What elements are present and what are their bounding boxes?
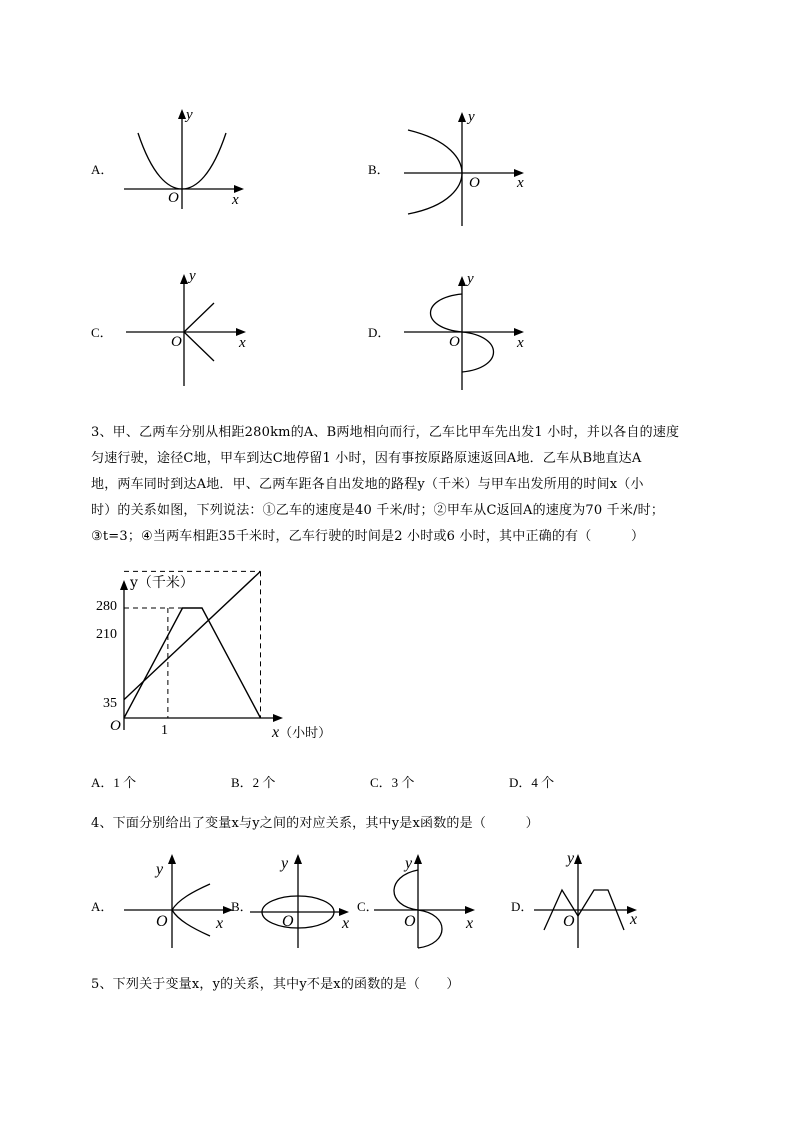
q3-xtick-1: 1 [161, 723, 168, 738]
q4-b-origin: O [282, 913, 294, 930]
q4-a-x-label: x [216, 915, 224, 932]
q4-option-a-letter[interactable]: A． [91, 899, 114, 914]
q3-choice-b[interactable]: B．2 个 [231, 775, 276, 790]
q3-x-axis-arrow [273, 714, 283, 722]
q3-x-var: x [272, 724, 280, 741]
q2-c-x-label: x [239, 335, 246, 351]
q2-b-origin: O [469, 175, 480, 191]
q2-b-y-label: y [468, 109, 475, 125]
q2-graph-c [122, 270, 252, 388]
q4-option-d-letter[interactable]: D． [511, 899, 534, 914]
q4-graph-c [372, 852, 484, 952]
q2-graph-b [400, 108, 530, 228]
q3-ytick-280: 280 [96, 599, 117, 614]
q3-x-axis-label [272, 722, 331, 742]
q4-graph-a [122, 852, 240, 952]
q4-text [91, 811, 751, 837]
q3-origin: O [110, 718, 121, 734]
q4-c-origin: O [404, 913, 416, 930]
q4-option-c-letter[interactable]: C． [357, 899, 379, 914]
q3-line-2: 匀速行驶，途径C地，甲车到达C地停留1 小时，因有事按原路原速返回A地．乙车从B地直达A [91, 451, 642, 466]
q3-x-unit: （小时） [279, 726, 332, 741]
q4-b-x-label: x [342, 915, 350, 932]
q2-c-origin: O [171, 334, 182, 350]
q3-line-4: 时）的关系如图，下列说法：①乙车的速度是40 千米/时；②甲车从C返回A的速度为70 千米/时； [91, 503, 665, 518]
q4-graph-d [532, 852, 648, 952]
q4-d-origin: O [563, 913, 575, 930]
q3-text [91, 420, 751, 550]
q2-option-a-letter[interactable]: A． [91, 162, 114, 177]
q4-d-x-label: x [630, 911, 638, 928]
q3-ytick-210: 210 [96, 627, 117, 642]
q4-c-x-label: x [466, 915, 474, 932]
q3-y-axis-label-text: y（千米） [130, 575, 194, 591]
q3-line-3: 地，两车同时到达A地．甲、乙两车距各自出发地的路程y（千米）与甲车出发所用的时间x（小 [91, 477, 644, 492]
q5-text [91, 972, 751, 998]
q2-graph-a-curve [120, 105, 250, 210]
q2-b-x-label: x [517, 175, 524, 191]
q2-graph-d [400, 272, 530, 392]
q2-d-x-label: x [517, 335, 524, 351]
q3-line-5: ③t=3；④当两车相距35千米时，乙车行驶的时间是2 小时或6 小时，其中正确的有（ ） [91, 529, 645, 544]
q3-ytick-35: 35 [103, 696, 117, 711]
q3-y-axis-label [130, 572, 194, 592]
q2-option-d-letter[interactable]: D． [368, 325, 391, 340]
q4-c-y-label: y [405, 855, 413, 872]
q2-c-y-label: y [189, 268, 196, 284]
q4-stem: 4、下面分别给出了变量x与y之间的对应关系，其中y是x函数的是（ ） [91, 816, 539, 831]
q3-line-1: 3、甲、乙两车分别从相距280km的A、B两地相向而行，乙车比甲车先出发1 小时，并以各自的速度 [91, 425, 680, 440]
q4-d-y-label: y [567, 850, 575, 867]
q3-choice-d[interactable]: D．4 个 [509, 775, 555, 790]
q3-y-axis-arrow [120, 580, 128, 590]
q4-a-y-label: y [156, 861, 164, 878]
q4-graph-b [248, 852, 360, 952]
q4-option-b-letter[interactable]: B． [231, 899, 253, 914]
q2-d-origin: O [449, 334, 460, 350]
q2-a-x-label: x [232, 192, 239, 208]
q4-a-origin: O [156, 913, 168, 930]
q2-d-y-label: y [467, 271, 474, 287]
q2-a-origin: O [168, 190, 179, 206]
q2-option-c-letter[interactable]: C． [91, 325, 113, 340]
q4-b-y-label: y [281, 855, 289, 872]
q2-a-y-label: y [186, 107, 193, 123]
q3-choice-c[interactable]: C．3 个 [370, 775, 415, 790]
q3-choice-a[interactable]: A．1 个 [91, 775, 137, 790]
q2-option-b-letter[interactable]: B． [368, 162, 390, 177]
q5-stem: 5、下列关于变量x，y的关系，其中y不是x的函数的是（ ） [91, 977, 460, 992]
q3-series-line-2 [124, 608, 261, 718]
